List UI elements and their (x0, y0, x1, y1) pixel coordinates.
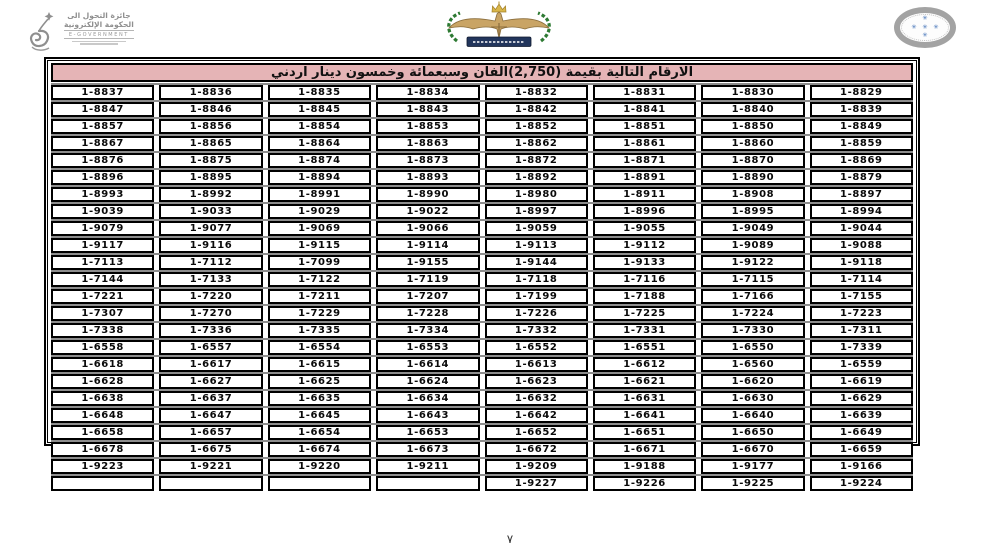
number-cell: 1-9039 (51, 204, 154, 219)
number-cell: 1-7099 (268, 255, 371, 270)
number-cell: 1-7211 (268, 289, 371, 304)
number-cell: 1-6631 (593, 391, 696, 406)
number-cell: 1-8870 (701, 153, 804, 168)
empty-cell (159, 476, 262, 491)
number-cell: 1-7311 (810, 323, 913, 338)
number-cell: 1-8842 (485, 102, 588, 117)
page-number: ٧ (506, 532, 514, 546)
table-row (51, 391, 913, 406)
number-cell: 1-8990 (376, 187, 479, 202)
table-row (51, 357, 913, 372)
number-cell: 1-6619 (810, 374, 913, 389)
number-cell: 1-6673 (376, 442, 479, 457)
table-row (51, 136, 913, 151)
number-cell: 1-8994 (810, 204, 913, 219)
number-cell: 1-9155 (376, 255, 479, 270)
number-cell: 1-9122 (701, 255, 804, 270)
number-cell: 1-7166 (701, 289, 804, 304)
number-cell: 1-7115 (701, 272, 804, 287)
number-cell: 1-6634 (376, 391, 479, 406)
number-cell: 1-7338 (51, 323, 154, 338)
table-row (51, 85, 913, 100)
number-cell: 1-7221 (51, 289, 154, 304)
table-row (51, 374, 913, 389)
number-cell: 1-8867 (51, 136, 154, 151)
award-small-text-bar2 (80, 43, 118, 45)
number-cell: 1-8879 (810, 170, 913, 185)
number-cell: 1-6651 (593, 425, 696, 440)
number-cell: 1-9029 (268, 204, 371, 219)
number-cell: 1-8845 (268, 102, 371, 117)
number-cell: 1-6659 (810, 442, 913, 457)
seal-star-icon: ✳ (933, 22, 939, 31)
table-title: الارقام التالية بقيمة (2,750)الفان وسبعمائة وخمسون دينار اردني (51, 63, 913, 82)
number-cell: 1-9044 (810, 221, 913, 236)
number-cell: 1-6630 (701, 391, 804, 406)
number-cell: 1-8850 (701, 119, 804, 134)
number-cell: 1-9077 (159, 221, 262, 236)
number-cell: 1-6652 (485, 425, 588, 440)
number-cell: 1-6628 (51, 374, 154, 389)
number-cell: 1-8853 (376, 119, 479, 134)
number-cell: 1-9223 (51, 459, 154, 474)
number-cell: 1-7228 (376, 306, 479, 321)
number-cell: 1-9059 (485, 221, 588, 236)
empty-cell (268, 476, 371, 491)
number-cell: 1-8849 (810, 119, 913, 134)
number-cell: 1-7307 (51, 306, 154, 321)
number-cell: 1-6620 (701, 374, 804, 389)
number-cell: 1-9055 (593, 221, 696, 236)
award-line-1: جائزة التحول الى (67, 11, 131, 20)
number-cell: 1-6550 (701, 340, 804, 355)
number-cell: 1-8847 (51, 102, 154, 117)
numbers-table (44, 57, 920, 489)
table-rows (51, 83, 913, 491)
number-cell: 1-7112 (159, 255, 262, 270)
number-cell: 1-7336 (159, 323, 262, 338)
number-cell: 1-8908 (701, 187, 804, 202)
number-cell: 1-8895 (159, 170, 262, 185)
number-cell: 1-9188 (593, 459, 696, 474)
number-cell: 1-6615 (268, 357, 371, 372)
number-cell: 1-6632 (485, 391, 588, 406)
number-cell: 1-8876 (51, 153, 154, 168)
number-cell: 1-6675 (159, 442, 262, 457)
seal-star-icon: ✳ (922, 22, 928, 31)
number-cell: 1-8893 (376, 170, 479, 185)
number-cell: 1-8854 (268, 119, 371, 134)
table-row (51, 340, 913, 355)
number-cell: 1-7332 (485, 323, 588, 338)
number-cell: 1-7330 (701, 323, 804, 338)
number-cell: 1-9224 (810, 476, 913, 491)
number-cell: 1-8843 (376, 102, 479, 117)
number-cell: 1-9166 (810, 459, 913, 474)
seal-star-icon: ✳ (922, 14, 928, 23)
number-cell: 1-9177 (701, 459, 804, 474)
number-cell: 1-6647 (159, 408, 262, 423)
table-row (51, 272, 913, 287)
table-row (51, 102, 913, 117)
number-cell: 1-8840 (701, 102, 804, 117)
number-cell: 1-8991 (268, 187, 371, 202)
number-cell: 1-8864 (268, 136, 371, 151)
number-cell: 1-8834 (376, 85, 479, 100)
number-cell: 1-8857 (51, 119, 154, 134)
number-cell: 1-7118 (485, 272, 588, 287)
number-cell: 1-6654 (268, 425, 371, 440)
number-cell: 1-6657 (159, 425, 262, 440)
number-cell: 1-6553 (376, 340, 479, 355)
number-cell: 1-6560 (701, 357, 804, 372)
number-cell: 1-8862 (485, 136, 588, 151)
number-cell: 1-8829 (810, 85, 913, 100)
number-cell: 1-7144 (51, 272, 154, 287)
number-cell: 1-6552 (485, 340, 588, 355)
number-cell: 1-8997 (485, 204, 588, 219)
number-cell: 1-6558 (51, 340, 154, 355)
number-cell: 1-7122 (268, 272, 371, 287)
number-cell: 1-8891 (593, 170, 696, 185)
number-cell: 1-6643 (376, 408, 479, 423)
number-cell: 1-6625 (268, 374, 371, 389)
empty-cell (51, 476, 154, 491)
number-cell: 1-8875 (159, 153, 262, 168)
number-cell: 1-6674 (268, 442, 371, 457)
number-cell: 1-6648 (51, 408, 154, 423)
table-row (51, 306, 913, 321)
number-cell: 1-6671 (593, 442, 696, 457)
number-cell: 1-7229 (268, 306, 371, 321)
number-cell: 1-8832 (485, 85, 588, 100)
table-row (51, 204, 913, 219)
table-row (51, 459, 913, 474)
number-cell: 1-9022 (376, 204, 479, 219)
number-cell: 1-8831 (593, 85, 696, 100)
number-cell: 1-6653 (376, 425, 479, 440)
number-cell: 1-6613 (485, 357, 588, 372)
number-cell: 1-9114 (376, 238, 479, 253)
number-cell: 1-6623 (485, 374, 588, 389)
number-cell: 1-8992 (159, 187, 262, 202)
number-cell: 1-9133 (593, 255, 696, 270)
number-cell: 1-6618 (51, 357, 154, 372)
award-text-block (64, 6, 134, 45)
number-cell: 1-7119 (376, 272, 479, 287)
number-cell: 1-9118 (810, 255, 913, 270)
number-cell: 1-7133 (159, 272, 262, 287)
number-cell: 1-7270 (159, 306, 262, 321)
number-cell: 1-6629 (810, 391, 913, 406)
number-cell: 1-9221 (159, 459, 262, 474)
number-cell: 1-6554 (268, 340, 371, 355)
number-cell: 1-6559 (810, 357, 913, 372)
number-cell: 1-6627 (159, 374, 262, 389)
number-cell: 1-8871 (593, 153, 696, 168)
table-row (51, 425, 913, 440)
number-cell: 1-8874 (268, 153, 371, 168)
number-cell: 1-9226 (593, 476, 696, 491)
number-cell: 1-8995 (701, 204, 804, 219)
table-row (51, 442, 913, 457)
number-cell: 1-6640 (701, 408, 804, 423)
number-cell: 1-6670 (701, 442, 804, 457)
number-cell: 1-6551 (593, 340, 696, 355)
number-cell: 1-7224 (701, 306, 804, 321)
number-cell: 1-6645 (268, 408, 371, 423)
number-cell: 1-8873 (376, 153, 479, 168)
number-cell: 1-6678 (51, 442, 154, 457)
number-cell: 1-8911 (593, 187, 696, 202)
number-cell: 1-6612 (593, 357, 696, 372)
number-cell: 1-7226 (485, 306, 588, 321)
number-cell: 1-9117 (51, 238, 154, 253)
number-cell: 1-7113 (51, 255, 154, 270)
number-cell: 1-6638 (51, 391, 154, 406)
number-cell: 1-8841 (593, 102, 696, 117)
number-cell: 1-8980 (485, 187, 588, 202)
number-cell: 1-8865 (159, 136, 262, 151)
egov-award-logo (24, 6, 154, 54)
number-cell: 1-8869 (810, 153, 913, 168)
number-cell: 1-8846 (159, 102, 262, 117)
number-cell: 1-8830 (701, 85, 804, 100)
table-row (51, 323, 913, 338)
number-cell: 1-6637 (159, 391, 262, 406)
swirl-star-icon (24, 6, 60, 58)
table-row (51, 289, 913, 304)
number-cell: 1-9066 (376, 221, 479, 236)
number-cell: 1-8856 (159, 119, 262, 134)
round-seal-icon (894, 7, 956, 48)
table-row (51, 119, 913, 134)
number-cell: 1-9069 (268, 221, 371, 236)
number-cell: 1-9033 (159, 204, 262, 219)
award-small-text-bar (72, 41, 126, 43)
number-cell: 1-9209 (485, 459, 588, 474)
number-cell: 1-7116 (593, 272, 696, 287)
number-cell: 1-8894 (268, 170, 371, 185)
number-cell: 1-7339 (810, 340, 913, 355)
number-cell: 1-7114 (810, 272, 913, 287)
number-cell: 1-9211 (376, 459, 479, 474)
number-cell: 1-7334 (376, 323, 479, 338)
seal-star-icon: ✳ (922, 31, 928, 40)
number-cell: 1-9049 (701, 221, 804, 236)
number-cell: 1-6650 (701, 425, 804, 440)
number-cell: 1-9227 (485, 476, 588, 491)
award-line-en: E-GOVERNMENT (64, 30, 134, 39)
number-cell: 1-8996 (593, 204, 696, 219)
number-cell: 1-7199 (485, 289, 588, 304)
number-cell: 1-8836 (159, 85, 262, 100)
number-cell: 1-6649 (810, 425, 913, 440)
number-cell: 1-8835 (268, 85, 371, 100)
number-cell: 1-9112 (593, 238, 696, 253)
number-cell: 1-6635 (268, 391, 371, 406)
number-cell: 1-8872 (485, 153, 588, 168)
number-cell: 1-9088 (810, 238, 913, 253)
numbers-table-inner (47, 60, 917, 489)
number-cell: 1-8897 (810, 187, 913, 202)
number-cell: 1-7188 (593, 289, 696, 304)
number-cell: 1-8839 (810, 102, 913, 117)
number-cell: 1-6642 (485, 408, 588, 423)
number-cell: 1-6658 (51, 425, 154, 440)
number-cell: 1-8892 (485, 170, 588, 185)
table-row (51, 153, 913, 168)
number-cell: 1-8896 (51, 170, 154, 185)
eagle-crown-emblem-icon (437, 1, 561, 49)
number-cell: 1-8863 (376, 136, 479, 151)
number-cell: 1-8837 (51, 85, 154, 100)
table-row (51, 238, 913, 253)
number-cell: 1-6617 (159, 357, 262, 372)
number-cell: 1-7335 (268, 323, 371, 338)
number-cell: 1-6621 (593, 374, 696, 389)
table-row (51, 408, 913, 423)
table-row (51, 255, 913, 270)
number-cell: 1-9116 (159, 238, 262, 253)
number-cell: 1-8993 (51, 187, 154, 202)
number-cell: 1-6639 (810, 408, 913, 423)
number-cell: 1-9113 (485, 238, 588, 253)
table-row (51, 476, 913, 491)
number-cell: 1-6557 (159, 340, 262, 355)
number-cell: 1-8851 (593, 119, 696, 134)
number-cell: 1-8890 (701, 170, 804, 185)
number-cell: 1-7220 (159, 289, 262, 304)
number-cell: 1-6672 (485, 442, 588, 457)
number-cell: 1-8859 (810, 136, 913, 151)
number-cell: 1-6614 (376, 357, 479, 372)
number-cell: 1-7331 (593, 323, 696, 338)
number-cell: 1-9079 (51, 221, 154, 236)
number-cell: 1-9089 (701, 238, 804, 253)
table-row (51, 170, 913, 185)
table-row (51, 221, 913, 236)
number-cell: 1-7225 (593, 306, 696, 321)
award-line-2: الحكومة الإلكترونية (64, 19, 134, 29)
number-cell: 1-9220 (268, 459, 371, 474)
number-cell: 1-8861 (593, 136, 696, 151)
number-cell: 1-9115 (268, 238, 371, 253)
number-cell: 1-9144 (485, 255, 588, 270)
number-cell: 1-8860 (701, 136, 804, 151)
number-cell: 1-7207 (376, 289, 479, 304)
number-cell: 1-8852 (485, 119, 588, 134)
empty-cell (376, 476, 479, 491)
number-cell: 1-7223 (810, 306, 913, 321)
number-cell: 1-9225 (701, 476, 804, 491)
seal-star-icon: ✳ (911, 22, 917, 31)
number-cell: 1-6624 (376, 374, 479, 389)
number-cell: 1-6641 (593, 408, 696, 423)
table-row (51, 187, 913, 202)
number-cell: 1-7155 (810, 289, 913, 304)
